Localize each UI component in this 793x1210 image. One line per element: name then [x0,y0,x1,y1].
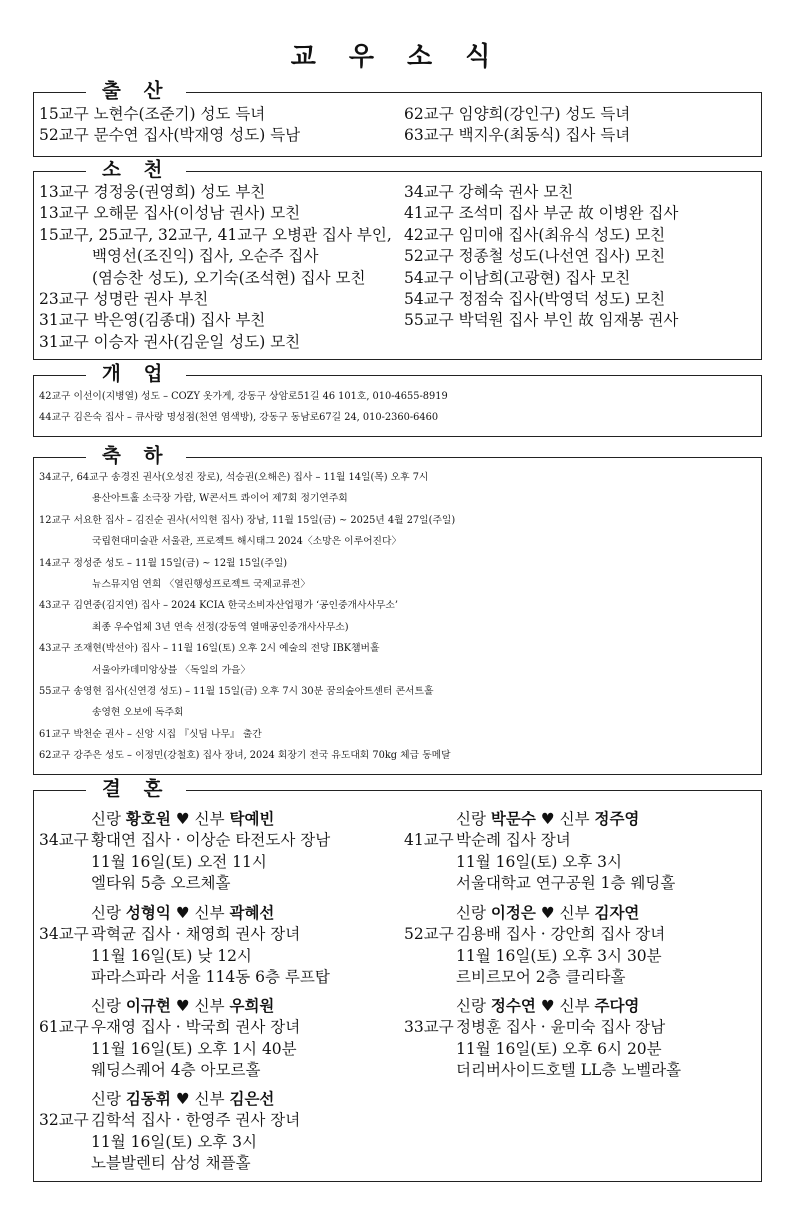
heart-icon: ♥ [175,1089,190,1108]
wedding-entry [39,902,330,989]
funeral-section [33,158,762,360]
groom-name: 이정은 [490,903,536,922]
funeral-item: 34교구 강혜숙 권사 모친 [404,183,574,201]
couple-datetime: 11월 16일(토) 오후 3시 [91,1132,258,1151]
couple-venue: 웨딩스퀘어 4층 아모르홀 [91,1061,261,1080]
couple-family: 34교구 곽혁균 집사 · 채영희 권사 장녀 [39,925,301,944]
funeral-right-column [404,182,678,332]
couple-venue: 파라스파라 서울 114동 6층 루프탑 [91,968,330,987]
funeral-item: 55교구 박덕원 집사 부인 故 임재봉 권사 [404,311,679,330]
couple-names: 신랑 정수연 ♥ 신부 주다영 [456,996,640,1015]
opening-section [33,362,762,437]
couple-datetime: 11월 16일(토) 오후 1시 40분 [91,1039,297,1058]
bride-name: 김자연 [594,903,640,922]
couple-datetime: 11월 16일(토) 오후 6시 20분 [456,1039,662,1058]
couple-family: 61교구 우재영 집사 · 박국희 권사 장녀 [39,1018,301,1037]
birth-section [33,79,762,157]
funeral-item: 54교구 이남희(고광현) 집사 모친 [404,268,631,287]
heart-icon: ♥ [175,996,190,1015]
congrats-item: 43교구 김연중(김지연) 집사 – 2024 KCIA 한국소비자산업평가 ‘공인중개사사무소’ 최종 우수업체 3년 연속 선정(강동역 열매공인중개사사무소) [39,600,398,633]
couple-datetime: 11월 16일(토) 오후 3시 30분 [456,946,662,965]
congrats-item: 62교구 강주은 성도 – 이정민(강철호) 집사 장녀, 2024 회장기 전국 유도대회 70kg 체급 동메달 [39,750,451,762]
funeral-item-continued: (염승찬 성도), 오기숙(조석현) 집사 모친 [92,268,366,287]
wedding-entry [39,1088,300,1175]
couple-venue: 노블발렌티 삼성 채플홀 [91,1154,251,1173]
section-label-wedding: 결 혼 [86,776,186,802]
congrats-item: 55교구 송영현 집사(신연경 성도) – 11월 15일(금) 오후 7시 30분 꿈의숲아트센터 콘서트홀 송영현 오보에 독주회 [39,686,434,719]
funeral-left-column [39,182,392,353]
couple-names: 신랑 이정은 ♥ 신부 김자연 [456,903,640,922]
funeral-item: 31교구 박은영(김종대) 집사 부친 [39,311,266,330]
page-title: 교 우 소 식 [290,42,503,72]
wedding-section [33,777,762,1182]
birth-right-column [404,104,630,147]
birth-item: 52교구 문수연 집사(박재영 성도) 득남 [39,126,301,145]
funeral-item: 13교구 오해문 집사(이성남 권사) 모친 [39,204,301,223]
opening-item: 42교구 이선이(지병열) 성도 – COZY 옷가게, 강동구 상암로51길 46 101호, 010-4655-8919 [39,391,448,402]
birth-item: 15교구 노현수(조준기) 성도 득녀 [39,105,266,123]
groom-name: 박문수 [490,809,536,828]
wedding-entry [39,995,300,1082]
couple-venue: 서울대학교 연구공원 1층 웨딩홀 [456,874,676,893]
funeral-item-continued: 백영선(조진익) 집사, 오순주 집사 [92,247,319,266]
congrats-list [39,467,759,767]
couple-family: 33교구 정병훈 집사 · 윤미숙 집사 장남 [404,1018,666,1037]
couple-family: 41교구 박순례 집사 장녀 [404,831,571,850]
bride-name: 탁예빈 [229,809,275,828]
congrats-item: 12교구 서요한 집사 – 김진순 권사(서익현 집사) 장남, 11월 15일(금) ~ 2025년 4월 27일(주일) 국립현대미술관 서울관, 프로젝트 해시태그 2024〈소망은 이루어진다〉 [39,514,456,548]
funeral-item: 15교구, 25교구, 32교구, 41교구 오병관 집사 부인, [39,225,392,244]
congrats-item: 14교구 정성준 성도 – 11월 15일(금) ~ 12월 15일(주일) 뉴스뮤지엄 연희 〈열린행성프로젝트 국제교류전〉 [39,557,311,591]
couple-venue: 엘타워 5층 오르체홀 [91,874,231,893]
couple-family: 32교구 김학석 집사 · 한영주 권사 장녀 [39,1111,301,1130]
couple-family: 34교구 황대연 집사 · 이상순 타전도사 장남 [39,831,331,850]
congrats-item: 61교구 박천순 권사 – 신앙 시집 『싯딤 나무』 출간 [39,728,262,740]
funeral-item: 31교구 이승자 권사(김운일 성도) 모친 [39,332,301,351]
couple-names: 신랑 황호원 ♥ 신부 탁예빈 [91,809,275,828]
couple-names: 신랑 성형익 ♥ 신부 곽혜선 [91,903,275,922]
couple-datetime: 11월 16일(토) 오전 11시 [91,852,267,871]
wedding-entry [39,808,330,895]
bride-name: 곽혜선 [229,903,275,922]
heart-icon: ♥ [175,809,190,828]
section-label-congrats: 축 하 [86,443,186,469]
wedding-entry [404,902,665,989]
groom-name: 정수연 [490,996,536,1015]
wedding-entry [404,995,681,1082]
funeral-item: 13교구 경정웅(권영희) 성도 부친 [39,183,266,201]
birth-left-column [39,104,300,147]
opening-list [39,386,759,429]
funeral-item: 54교구 정점숙 집사(박영덕 성도) 모친 [404,290,666,309]
heart-icon: ♥ [540,903,555,922]
couple-names: 신랑 김동휘 ♥ 신부 김은선 [91,1089,275,1108]
section-label-funeral: 소 천 [86,157,186,183]
section-label-birth: 출 산 [86,78,186,104]
section-label-opening: 개 업 [86,361,186,387]
birth-item: 62교구 임양희(강인구) 성도 득녀 [404,105,631,123]
couple-datetime: 11월 16일(토) 낮 12시 [91,946,252,965]
bride-name: 김은선 [229,1089,275,1108]
groom-name: 성형익 [125,903,171,922]
couple-venue: 더리버사이드호텔 LL층 노벨라홀 [456,1061,682,1080]
couple-family: 52교구 김용배 집사 · 강안희 집사 장녀 [404,925,666,944]
congrats-item: 43교구 조재현(박선아) 집사 – 11월 16일(토) 오후 2시 예술의 전당 IBK챔버홀 서울아카데미앙상블 〈독일의 가을〉 [39,643,380,676]
bride-name: 정주영 [594,809,640,828]
funeral-item: 42교구 임미애 집사(최유식 성도) 모친 [404,225,666,244]
bride-name: 주다영 [594,996,640,1015]
couple-datetime: 11월 16일(토) 오후 3시 [456,852,623,871]
couple-venue: 르비르모어 2층 클리타홀 [456,968,626,987]
funeral-item: 41교구 조석미 집사 부군 故 이병완 집사 [404,204,679,223]
funeral-item: 23교구 성명란 권사 부친 [39,290,209,309]
couple-names: 신랑 이규현 ♥ 신부 우희원 [91,996,275,1015]
groom-name: 황호원 [125,809,171,828]
congrats-section [33,444,762,775]
birth-item: 63교구 백지우(최동식) 집사 득녀 [404,126,631,145]
funeral-item: 52교구 정종철 성도(나선연 집사) 모친 [404,247,666,266]
heart-icon: ♥ [540,996,555,1015]
groom-name: 김동휘 [125,1089,171,1108]
couple-names: 신랑 박문수 ♥ 신부 정주영 [456,809,640,828]
groom-name: 이규현 [125,996,171,1015]
heart-icon: ♥ [175,903,190,922]
congrats-item: 34교구, 64교구 송경진 권사(오성진 장로), 석승권(오해은) 집사 – 11월 14일(목) 오후 7시 용산아트홀 소극장 가람, W콘서트 콰이어 제7회 정기연주회 [39,472,429,505]
bride-name: 우희원 [229,996,275,1015]
wedding-entry [404,808,675,895]
opening-item: 44교구 김은숙 집사 – 큐사랑 명성점(천연 염색방), 강동구 동남로67길 24, 010-2360-6460 [39,412,439,424]
heart-icon: ♥ [540,809,555,828]
